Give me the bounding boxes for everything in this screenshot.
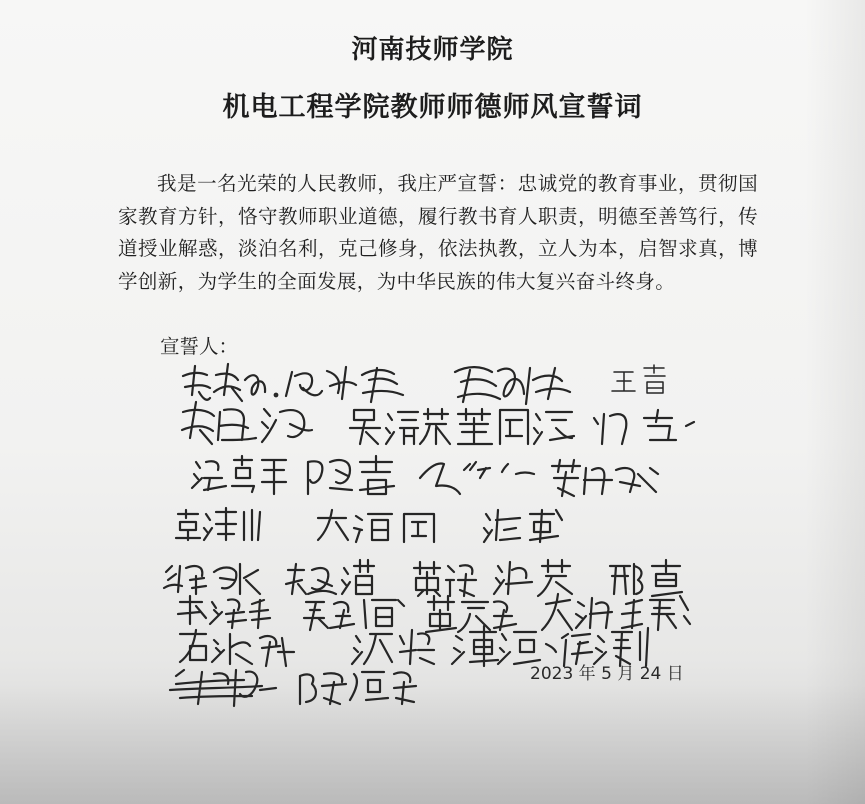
handwritten-signature — [352, 630, 434, 664]
handwritten-signature — [286, 367, 403, 402]
handwritten-signature — [420, 462, 534, 494]
handwritten-signature — [183, 364, 277, 401]
date-day-unit: 日 — [666, 664, 684, 684]
handwritten-signature — [164, 564, 260, 594]
handwritten-signature — [182, 402, 312, 444]
handwritten-signature — [455, 367, 570, 404]
handwritten-signature — [610, 560, 682, 596]
document-subtitle: 机电工程学院教师师德师风宣誓词 — [222, 92, 643, 123]
date-month: 5 — [601, 664, 612, 684]
handwritten-signature — [426, 596, 516, 632]
oath-text: 我是一名光荣的人民教师，我庄严宣誓：忠诚党的教育事业，贯彻国家教育方针，恪守教师职业道德，履行教书育人职责，明德至善笃行，传道授业解惑，淡泊名利，克己修身，依法执教，立人为本，启智求真，博学创新，为学生的全面发展，为中华民族的伟大复兴奋斗终身。 — [118, 172, 758, 293]
date-day: 24 — [639, 664, 662, 684]
handwritten-signature — [414, 562, 476, 596]
handwritten-signature — [458, 409, 694, 444]
handwritten-signature — [176, 508, 260, 540]
handwritten-signature — [612, 365, 665, 393]
handwritten-signature — [170, 670, 276, 706]
document-date — [530, 659, 684, 684]
handwritten-signature — [350, 409, 450, 444]
date-year: 2023 — [530, 664, 574, 684]
handwritten-signature — [308, 456, 394, 494]
handwritten-signature — [304, 600, 404, 630]
handwritten-signature — [484, 510, 562, 542]
date-month-unit: 月 — [617, 664, 635, 684]
handwritten-signature — [192, 456, 286, 494]
handwritten-signature — [286, 560, 374, 594]
date-year-unit: 年 — [578, 664, 596, 684]
handwritten-signature — [300, 672, 416, 704]
document-title: 河南技师学院 — [351, 35, 514, 65]
handwritten-signature — [180, 630, 294, 666]
handwritten-signature — [318, 510, 434, 542]
handwritten-signature — [178, 596, 270, 628]
handwritten-signature — [552, 460, 658, 496]
handwritten-signature — [494, 560, 572, 596]
handwritten-signature — [622, 596, 690, 630]
handwritten-signature — [542, 594, 612, 630]
oath-signer-label: 宣誓人： — [160, 335, 239, 358]
